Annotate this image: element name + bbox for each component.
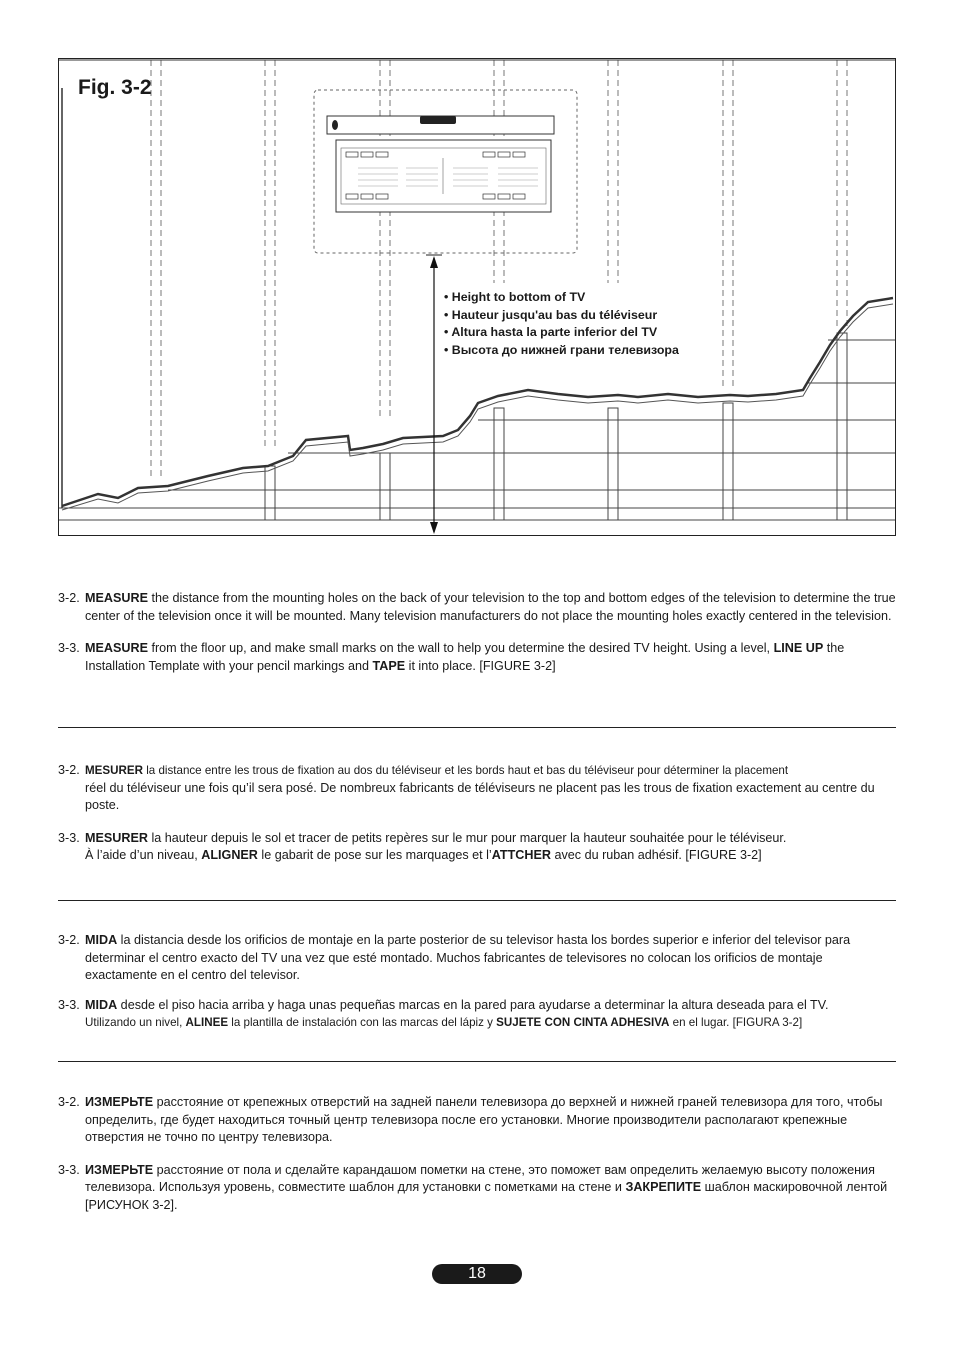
- step-text: расстояние от крепежных отверстий на задней панели телевизора до верхней и нижней граней телевизора для того, чтобы определить, где будет находиться точный центр телевизора после его установки. Многие производители располагают крепежные отверстия не точно по центру телевизора.: [85, 1095, 883, 1144]
- step-text: it into place. [FIGURE 3-2]: [405, 658, 556, 673]
- step-3-2-fr: [58, 762, 898, 815]
- callout-line-en: • Height to bottom of TV: [444, 290, 586, 304]
- step-3-2-es: [58, 932, 898, 985]
- step-number: 3-3.: [58, 641, 80, 655]
- step-number: 3-3.: [58, 997, 80, 1012]
- step-number: 3-2.: [58, 591, 80, 605]
- step-number: 3-2.: [58, 1095, 80, 1109]
- keyword: MIDA: [85, 933, 118, 947]
- step-number: 3-2.: [58, 763, 80, 777]
- step-text: desde el piso hacia arriba y haga unas pequeñas marcas en la pared para ayudarse a determinar la altura deseada para el TV.: [117, 997, 829, 1012]
- keyword: LINE UP: [773, 641, 824, 655]
- step-3-3-fr: [58, 830, 898, 865]
- keyword: ИЗМЕРЬТЕ: [85, 1095, 154, 1109]
- step-text: расстояние от пола и сделайте карандашом пометки на стене, это поможет вам определить желаемую высоту положения телевизора. Используя уровень, совместите шаблон для установки с пометками на стене и: [85, 1162, 875, 1194]
- keyword: TAPE: [372, 658, 406, 673]
- section-french: [58, 762, 898, 865]
- step-number: 3-2.: [58, 933, 80, 947]
- keyword: ЗАКРЕПИТЕ: [625, 1180, 702, 1194]
- step-text: la plantilla de instalación con las marcas del lápiz y: [228, 1016, 497, 1029]
- keyword: MESURER: [85, 764, 143, 777]
- step-text: avec du ruban adhésif. [FIGURE 3-2]: [550, 848, 762, 862]
- keyword: MEASURE: [85, 641, 148, 655]
- callout-line-es: • Altura hasta la parte inferior del TV: [444, 325, 658, 339]
- keyword: MEASURE: [85, 591, 148, 605]
- keyword: ИЗМЕРЬТЕ: [85, 1162, 154, 1177]
- step-text: le gabarit de pose sur les marquages et l’: [257, 848, 492, 862]
- step-3-2-en: [58, 590, 898, 625]
- step-text: Utilizando un nivel,: [85, 1016, 186, 1029]
- figure-3-2: [58, 58, 895, 535]
- keyword: ALIGNER: [201, 848, 258, 862]
- step-text: la hauteur depuis le sol et tracer de petits repères sur le mur pour marquer la hauteur souhaitée pour le téléviseur.: [147, 830, 787, 845]
- section-english: [58, 590, 898, 675]
- step-3-2-ru: [58, 1094, 898, 1147]
- divider: [58, 1061, 896, 1062]
- callout-line-fr: • Hauteur jusqu'au bas du téléviseur: [444, 307, 658, 322]
- keyword: MESURER: [85, 830, 148, 845]
- step-number: 3-3.: [58, 830, 80, 845]
- step-text: la distancia desde los orificios de montaje en la parte posterior de su televisor hasta los bordes superior e inferior del televisor para determinar el centro exacto del TV una vez que esté montado. Muchos fabricantes de televisores no colocan los orificios de montaje exactamente en el centro del televisor.: [85, 933, 851, 982]
- step-number: 3-3.: [58, 1162, 80, 1177]
- step-text: from the floor up, and make small marks on the wall to help you determine the desired TV height. Using a level,: [147, 641, 774, 655]
- figure-label: Fig. 3-2: [78, 76, 152, 99]
- step-text: the Installation Template with your pencil markings and: [85, 641, 845, 673]
- keyword: ALINEE: [185, 1016, 229, 1029]
- step-text: the distance from the mounting holes on the back of your television to the top and bottom edges of the television to determine the true center of the television once it will be mounted. Many television manufacturers do not place the mounting holes exactly centered in the television.: [85, 591, 896, 623]
- step-text: la distance entre les trous de fixation au dos du téléviseur et les bords haut et bas du téléviseur pour déterminer la placement: [142, 764, 789, 777]
- section-russian: [58, 1094, 898, 1214]
- step-3-3-ru: [58, 1162, 898, 1215]
- step-3-3-es: [58, 997, 898, 1032]
- callout-line-ru: • Высота до нижней грани телевизора: [444, 342, 679, 357]
- keyword: MIDA: [85, 997, 118, 1012]
- section-spanish: [58, 932, 898, 1032]
- page-number: 18: [432, 1264, 522, 1284]
- step-text: en el lugar. [FIGURA 3-2]: [669, 1016, 803, 1029]
- step-text: réel du téléviseur une fois qu’il sera posé. De nombreux fabricants de téléviseurs ne placent pas les trous de fixation exactement au centre du poste.: [85, 780, 875, 812]
- divider: [58, 727, 896, 728]
- step-3-3-en: [58, 640, 898, 675]
- measurement-callout: [444, 289, 679, 359]
- step-text: шаблон маскировочной лентой [РИСУНОК 3-2].: [85, 1180, 888, 1212]
- keyword: ATTCHER: [491, 848, 551, 862]
- step-text: À l’aide d’un niveau,: [85, 848, 202, 862]
- divider: [58, 900, 896, 901]
- keyword: SUJETE CON CINTA ADHESIVA: [496, 1016, 670, 1029]
